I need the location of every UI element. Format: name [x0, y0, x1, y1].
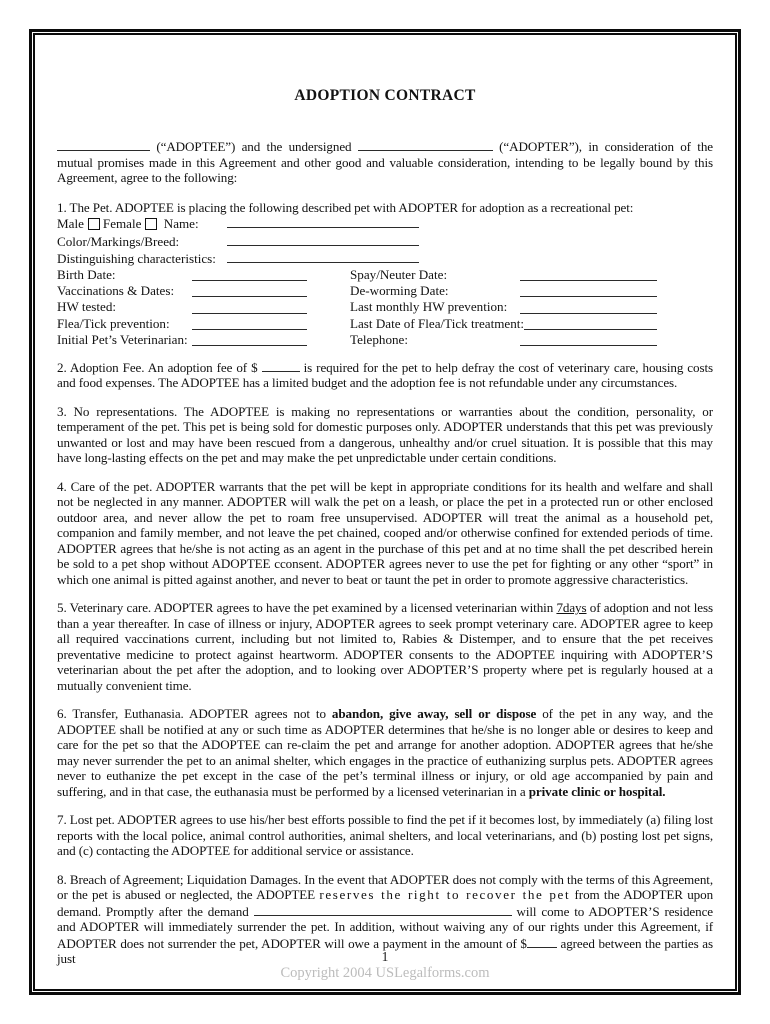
contract-content — [35, 35, 735, 989]
field-row — [57, 250, 713, 267]
section-1-heading: 1. The Pet. ADOPTEE is placing the following described pet with ADOPTER for adoption as a recreational pet: — [57, 199, 634, 215]
text-segment: is required for the pet to help defray the cost of veterinary care, housing costs and food expenses. The ADOPTEE has a limited budget and the adoption fee is not refundable under any circumstances. — [57, 359, 713, 391]
text-segment: of the pet in any way, and the ADOPTEE shall be notified at any or such time as ADOPTER determines that he/she is no longer able or desires to keep and care for the pet so that the ADOPTEE can re-claim the pet and arrange for another adoption. ADOPTER agrees that he/she may never surrender the pet to an animal shelter, which engages in the practice of euthanizing surplus pets. ADOPTER agrees never to euthanize the pet except in the case of the pet’s terminal illness or injury, or old age accompanied by pain and suffering, and in that case, the euthanasia must be performed by a licensed veterinarian in a — [57, 706, 713, 799]
text-segment: 6. Transfer, Euthanasia. ADOPTER agrees not to — [57, 706, 332, 722]
field-group — [350, 299, 657, 315]
fill-in-blank[interactable] — [520, 283, 657, 297]
field-group — [350, 316, 657, 332]
fill-in-blank[interactable] — [192, 299, 307, 313]
fill-in-blank[interactable] — [192, 316, 307, 330]
name-label: Name: — [163, 216, 199, 232]
field-group — [57, 316, 307, 332]
text-segment: 4. Care of the pet. ADOPTER warrants that the pet will be kept in appropriate conditions for its health and welfare and shall not be neglected in any manner. ADOPTER will walk the pet on a leash, or place the pet in a protected run or other enclosed outdoor area, and never allow the pet to roam free unsupervised. ADOPTER will treat the animal as a household pet, companion and family member, and not leave the pet chained, cooped and/or otherwise confined for extended periods of time. ADOPTER agrees that he/she is not acting as an agent in the purchase of this pet and at no time shall the pet described herein be sold to a pet shop without ADOPTEE cconsent. ADOPTER agrees never to use the pet for fighting or any other “sport” in which one animal is pitted against another, and never to beat or taunt the pet in order to promote aggressive characteristics. — [57, 478, 713, 587]
fill-in-blank[interactable] — [192, 267, 307, 281]
text-segment: will come to ADOPTER’S residence and ADOPTER will immediately surrender the pet. In addition, without waiving any of our rights under this Agreement, if ADOPTER does not surrender the pet, ADOPTER will owe a payment in the amount of $ — [57, 903, 713, 951]
section-5-paragraph — [57, 600, 713, 693]
field-label: HW tested: — [57, 299, 117, 315]
section-2-paragraph — [57, 359, 713, 391]
field-group — [57, 299, 307, 315]
text-segment: abandon, give away, sell or dispose — [331, 706, 537, 722]
field-label: Flea/Tick prevention: — [57, 315, 170, 331]
pair-field-row — [57, 283, 713, 299]
fill-in-blank[interactable] — [192, 283, 307, 297]
text-segment: 8. Breach of Agreement; Liquidation Damages. In the event that ADOPTER does not comply with the terms of this Agreement, or the pet is abused or neglected, the ADOPTEE — [57, 871, 713, 903]
pair-field-row — [57, 299, 713, 315]
male-label: Male — [57, 216, 84, 232]
fill-in-blank[interactable] — [527, 935, 557, 948]
copyright-text: Copyright 2004 USLegalforms.com — [280, 965, 490, 981]
field-label: Color/Markings/Breed: — [57, 233, 180, 249]
section-6-paragraph — [57, 706, 713, 799]
text-segment: 3. No representations. The ADOPTEE is making no representations or warranties about the condition, personality, or temperament of the pet. This pet is being sold for domestic purposes only. ADOPTER understands that this pet was previously unwanted or lost and may have been rescued from a dangerous, unhealthy and/or cruel situation. It is possible that this may have long-lasting effects on the pet and may make the pet unpredictable under certain conditions. — [57, 403, 713, 466]
fill-in-blank[interactable] — [520, 299, 657, 313]
field-label: Spay/Neuter Date: — [350, 266, 448, 282]
fill-in-blank[interactable] — [520, 332, 657, 346]
fill-in-blank[interactable] — [262, 359, 300, 372]
pair-field-row — [57, 316, 713, 332]
pair-field-rows — [57, 267, 713, 348]
page-border-inner — [33, 33, 737, 991]
field-label: De-worming Date: — [350, 283, 449, 299]
gender-name-row — [57, 215, 713, 232]
column-gap — [307, 283, 350, 299]
text-segment: 5. Veterinary care. ADOPTER agrees to have the pet examined by a licensed veterinarian within — [57, 600, 557, 616]
section-3-paragraph — [57, 404, 713, 466]
column-gap — [307, 332, 350, 348]
intro-paragraph — [57, 138, 713, 186]
field-group — [57, 283, 307, 299]
field-group — [57, 267, 307, 283]
fill-in-blank[interactable] — [227, 250, 419, 263]
section-4-paragraph — [57, 479, 713, 588]
fill-in-blank[interactable] — [227, 233, 419, 246]
fill-in-blank[interactable] — [57, 138, 150, 151]
text-segment: 7days — [556, 600, 587, 616]
gender-name-label — [57, 216, 227, 232]
field-label: Birth Date: — [57, 266, 116, 282]
text-segment: of adoption and not less than a year thereafter. In case of illness or injury, ADOPTER agrees to seek prompt veterinary care. ADOPTER agree to keep all required vaccinations current, including but not limited to, Rabies & Distemper, and to ensure that the pet receives preventative medicine to protect against heartworm. ADOPTER consents to the ADOPTEE inquiring with ADOPTER’S veterinarian about the pet after the adoption, and to looking over ADOPTER’S property where pet is regularly housed at a mutually convenient time. — [57, 600, 713, 693]
text-segment: agreed between the parties as just — [57, 935, 713, 967]
text-segment: (“ADOPTEE”) and the undersigned — [150, 139, 358, 154]
column-gap — [307, 267, 350, 283]
field-group — [350, 267, 657, 283]
section-7-paragraph — [57, 812, 713, 859]
field-label: Vaccinations & Dates: — [57, 283, 175, 299]
text-segment: 2. Adoption Fee. An adoption fee of $ — [57, 359, 262, 375]
text-segment: from the ADOPTER upon demand. Promptly after the demand — [57, 887, 714, 919]
pair-field-row — [57, 332, 713, 348]
pet-name-blank[interactable] — [227, 215, 419, 228]
field-label: Last monthly HW prevention: — [350, 299, 508, 315]
field-label: Distinguishing characteristics: — [57, 250, 216, 266]
section-1 — [57, 200, 713, 348]
female-checkbox[interactable] — [145, 218, 157, 230]
field-group — [350, 332, 657, 348]
text-segment: reserves the right to recover the pet — [319, 887, 571, 903]
fill-in-blank[interactable] — [520, 267, 657, 281]
field-label: Initial Pet’s Veterinarian: — [57, 331, 188, 347]
male-checkbox[interactable] — [88, 218, 100, 230]
female-label: Female — [102, 216, 142, 232]
field-row — [57, 233, 713, 250]
fill-in-blank[interactable] — [192, 332, 307, 346]
field-label: Last Date of Flea/Tick treatment: — [350, 315, 525, 331]
fill-in-blank[interactable] — [358, 138, 493, 151]
field-label: Telephone: — [350, 331, 408, 347]
full-field-rows — [57, 233, 713, 267]
column-gap — [307, 316, 350, 332]
fill-in-blank[interactable] — [254, 903, 512, 916]
fill-in-blank[interactable] — [524, 316, 657, 330]
pair-field-row — [57, 267, 713, 283]
column-gap — [307, 299, 350, 315]
field-group — [350, 283, 657, 299]
page-border-frame — [29, 29, 741, 995]
text-segment: 7. Lost pet. ADOPTER agrees to use his/her best efforts possible to find the pet if it becomes lost, by immediately (a) filing lost reports with the local police, animal control authorities, animal shelters, and local veterinarians, and (b) posting lost pet signs, and (c) contacting the ADOPTEE for additional service or assistance. — [57, 812, 713, 859]
page-title: ADOPTION CONTRACT — [294, 87, 476, 104]
text-segment: (“ADOPTER”), in consideration of the mutual promises made in this Agreement and other good and valuable consideration, intending to be legally bound by this Agreement, agree to the following: — [57, 139, 713, 185]
page-number: 1 — [381, 949, 389, 964]
field-group — [57, 332, 307, 348]
text-segment: private clinic or hospital. — [528, 783, 666, 799]
page-footer — [35, 949, 735, 982]
